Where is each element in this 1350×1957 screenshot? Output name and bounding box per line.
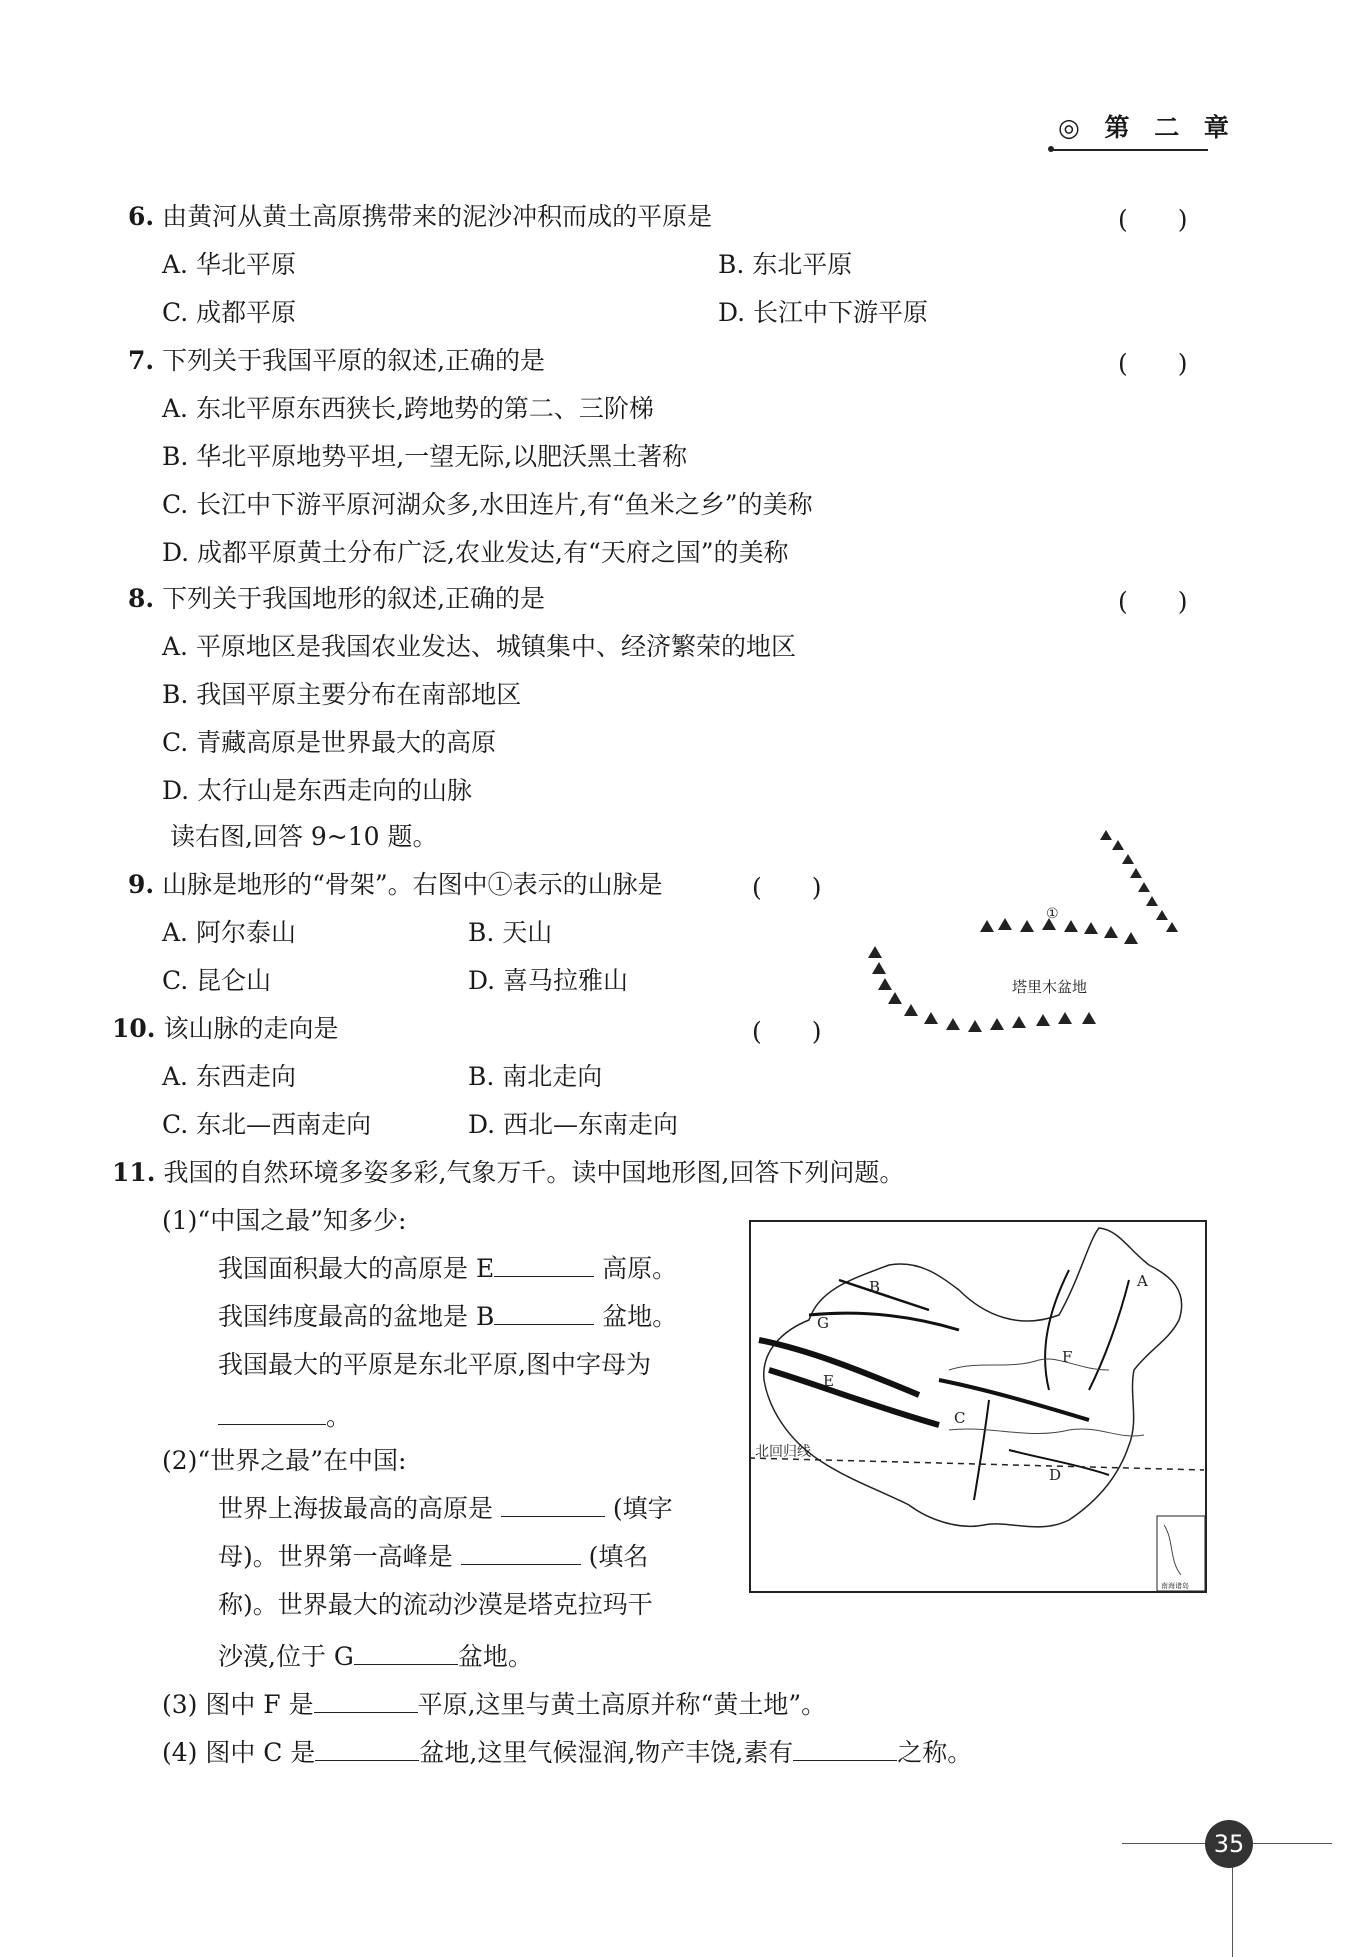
inset-label: 南海诸岛 [1161, 1582, 1189, 1590]
q11-p2-l2-prefix: 母)。世界第一高峰是 [218, 1542, 453, 1571]
q11-p2-l2-suffix: (填名 [588, 1542, 649, 1571]
q6-option-a[interactable]: A. 华北平原 [162, 250, 296, 279]
q11-part2-line2 [218, 1540, 648, 1574]
china-terrain-map [749, 1220, 1207, 1593]
q6-option-b[interactable]: B. 东北平原 [718, 250, 853, 279]
q11-p1-l2-suffix: 盆地。 [602, 1302, 678, 1331]
q6-stem [128, 200, 712, 234]
q8-option-a[interactable]: A. 平原地区是我国农业发达、城镇集中、经济繁荣的地区 [162, 632, 796, 661]
q9-option-a[interactable]: A. 阿尔泰山 [162, 918, 296, 947]
q7-text: 下列关于我国平原的叙述,正确的是 [162, 346, 546, 375]
q11-text: 我国的自然环境多姿多彩,气象万千。读中国地形图,回答下列问题。 [163, 1158, 905, 1187]
q9-option-d[interactable]: D. 喜马拉雅山 [468, 966, 629, 995]
q8-option-b[interactable]: B. 我国平原主要分布在南部地区 [162, 680, 522, 709]
blank-northeast-plain-letter[interactable] [218, 1400, 326, 1425]
q9-stem [128, 868, 663, 902]
q7-stem [128, 344, 545, 378]
q11-p3-prefix: (3) 图中 F 是 [162, 1690, 314, 1719]
q10-option-c[interactable]: C. 东北—西南走向 [162, 1110, 372, 1139]
q11-part3 [162, 1688, 826, 1722]
read-instruction: 读右图,回答 9~10 题。 [170, 822, 438, 851]
q9-option-c[interactable]: C. 昆仑山 [162, 966, 272, 995]
q11-part1-line1 [218, 1252, 677, 1286]
map-letter-d: D [1049, 1466, 1062, 1484]
q7-option-a[interactable]: A. 东北平原东西狭长,跨地势的第二、三阶梯 [162, 394, 654, 423]
q10-number: 10. [112, 1014, 156, 1043]
q11-p2-l1-prefix: 世界上海拔最高的高原是 [218, 1494, 494, 1523]
q10-option-d[interactable]: D. 西北—东南走向 [468, 1110, 679, 1139]
blank-highest-plateau-letter[interactable] [501, 1492, 605, 1517]
q11-part1-line2 [218, 1300, 677, 1334]
chapter-header: ◎ 第 二 章 [1058, 113, 1237, 142]
q6-option-c[interactable]: C. 成都平原 [162, 298, 297, 327]
q6-number: 6. [128, 202, 155, 231]
q11-p2-l4-suffix: 盆地。 [457, 1642, 533, 1671]
page-number: 35 [1205, 1820, 1253, 1868]
q9-option-b[interactable]: B. 天山 [468, 918, 553, 947]
q8-option-c[interactable]: C. 青藏高原是世界最大的高原 [162, 728, 497, 757]
blank-plateau-e[interactable] [494, 1252, 594, 1277]
q9-number: 9. [128, 870, 155, 899]
q11-p1-l1-suffix: 高原。 [602, 1254, 678, 1283]
q11-part1-line4 [218, 1400, 351, 1434]
q11-p1-l2-prefix: 我国纬度最高的盆地是 B [218, 1302, 495, 1331]
blank-nickname[interactable] [793, 1736, 897, 1761]
q10-option-a[interactable]: A. 东西走向 [162, 1062, 296, 1091]
map-letter-f: F [1062, 1348, 1073, 1366]
blank-basin-c[interactable] [315, 1736, 419, 1761]
blank-basin-b[interactable] [494, 1300, 594, 1325]
blank-basin-g[interactable] [354, 1640, 458, 1665]
q7-option-c[interactable]: C. 长江中下游平原河湖众多,水田连片,有“鱼米之乡”的美称 [162, 490, 813, 519]
q11-part1-title: (1)“中国之最”知多少: [162, 1206, 407, 1235]
q7-option-d[interactable]: D. 成都平原黄土分布广泛,农业发达,有“天府之国”的美称 [162, 538, 789, 567]
q9-text: 山脉是地形的“骨架”。右图中①表示的山脉是 [162, 870, 663, 899]
tropic-of-cancer-label: 北回归线 [755, 1444, 811, 1460]
mountain-symbols-upper-right [1100, 830, 1178, 932]
q10-text: 该山脉的走向是 [163, 1014, 339, 1043]
q11-p1-l4-suffix: 。 [326, 1402, 352, 1431]
header-rule-dot [1048, 146, 1054, 152]
map-letter-e: E [823, 1372, 834, 1390]
q8-option-d[interactable]: D. 太行山是东西走向的山脉 [162, 776, 473, 805]
map-letter-c: C [954, 1409, 966, 1427]
q11-p2-l1-suffix: (填字 [612, 1494, 673, 1523]
q8-stem [128, 582, 545, 616]
q7-option-b[interactable]: B. 华北平原地势平坦,一望无际,以肥沃黑土著称 [162, 442, 688, 471]
q8-answer-paren[interactable]: ( ) [1118, 587, 1188, 616]
map-letter-a: A [1137, 1272, 1148, 1290]
q9-answer-paren[interactable]: ( ) [752, 873, 822, 902]
q11-part4 [162, 1736, 972, 1770]
q11-part2-line1 [218, 1492, 673, 1526]
q8-text: 下列关于我国地形的叙述,正确的是 [162, 584, 546, 613]
map-letter-g: G [817, 1314, 829, 1332]
q10-stem [112, 1012, 338, 1046]
blank-plain-f[interactable] [314, 1688, 418, 1713]
q11-p2-l4-prefix: 沙漠,位于 G [218, 1642, 354, 1671]
q7-number: 7. [128, 346, 155, 375]
q11-part1-line3: 我国最大的平原是东北平原,图中字母为 [218, 1350, 651, 1379]
q11-p1-l1-prefix: 我国面积最大的高原是 E [218, 1254, 495, 1283]
q11-stem [112, 1156, 904, 1190]
q10-option-b[interactable]: B. 南北走向 [468, 1062, 603, 1091]
q11-p4-prefix: (4) 图中 C 是 [162, 1738, 316, 1767]
q11-part2-line3: 称)。世界最大的流动沙漠是塔克拉玛干 [218, 1590, 653, 1619]
tarim-basin-figure [860, 820, 1220, 1060]
header-rule [1050, 149, 1208, 151]
south-china-sea-inset [1157, 1516, 1205, 1591]
q6-answer-paren[interactable]: ( ) [1118, 205, 1188, 234]
q11-number: 11. [112, 1158, 156, 1187]
tarim-basin-label: 塔里木盆地 [1012, 978, 1088, 996]
q11-part2-line4 [218, 1640, 533, 1674]
tianshan-marker: ① [1046, 906, 1059, 922]
blank-highest-peak-name[interactable] [461, 1540, 581, 1565]
q11-p4-suffix: 之称。 [897, 1738, 973, 1767]
q11-part2-title: (2)“世界之最”在中国: [162, 1446, 407, 1475]
mountain-symbols-tianshan [980, 918, 1138, 944]
q6-text: 由黄河从黄土高原携带来的泥沙冲积而成的平原是 [162, 202, 713, 231]
q10-answer-paren[interactable]: ( ) [752, 1017, 822, 1046]
q11-p3-suffix: 平原,这里与黄土高原并称“黄土地”。 [417, 1690, 827, 1719]
map-letter-b: B [869, 1278, 881, 1296]
q11-p4-middle: 盆地,这里气候湿润,物产丰饶,素有 [419, 1738, 794, 1767]
footer-vertical-rule [1232, 1866, 1233, 1957]
q6-option-d[interactable]: D. 长江中下游平原 [718, 298, 929, 327]
q7-answer-paren[interactable]: ( ) [1118, 349, 1188, 378]
q8-number: 8. [128, 584, 155, 613]
